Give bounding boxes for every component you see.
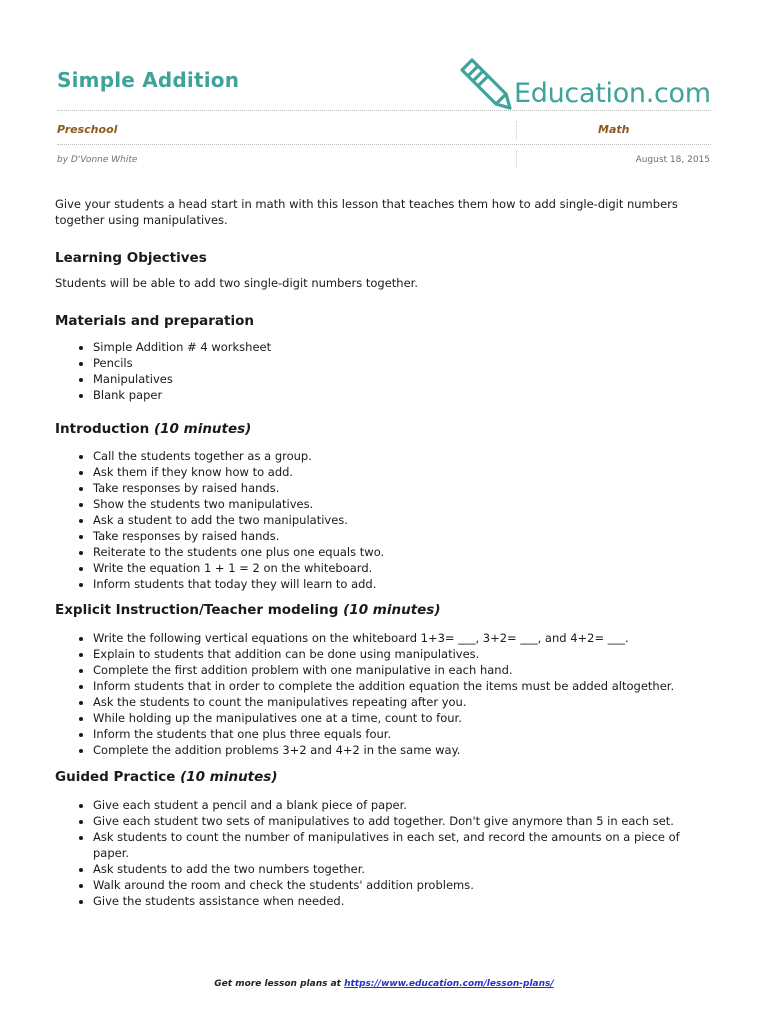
date-label: August 18, 2015 [635,155,710,165]
list-item: • Explain to students that addition can be done using manipulatives. [93,646,715,662]
instruction-list [55,630,715,758]
subject-label: Math [598,123,630,136]
pencil-logo-icon [456,56,512,112]
list-item: • Ask students to count the number of manipulatives in each set, and record the amounts on a piece of paper. [93,829,715,861]
list-item: • Walk around the room and check the students' addition problems. [93,877,715,893]
page-title: Simple Addition [57,68,240,92]
section-heading: Materials and preparation [55,313,254,329]
divider [57,144,711,145]
section-heading: Explicit Instruction/Teacher modeling (10 minutes) [55,602,441,618]
list-item: • Reiterate to the students one plus one equals two. [93,544,715,560]
list-item: • Inform students that today they will learn to add. [93,576,715,592]
list-item: • Write the following vertical equations on the whiteboard 1+3= ___, 3+2= ___, and 4+2= ___. [93,630,715,646]
objective-paragraph: Students will be able to add two single-digit numbers together. [55,276,418,290]
list-item: • While holding up the manipulatives one at a time, count to four. [93,710,715,726]
footer [0,979,768,989]
author-label: by D'Vonne White [57,155,138,165]
list-item: • Give each student a pencil and a blank piece of paper. [93,797,715,813]
guided-practice-list [55,797,715,909]
list-item: • Simple Addition # 4 worksheet [93,339,715,355]
section-heading: Learning Objectives [55,250,207,266]
list-item: • Ask them if they know how to add. [93,464,715,480]
section-heading: Introduction (10 minutes) [55,421,252,437]
list-item: • Take responses by raised hands. [93,528,715,544]
lesson-content [55,196,715,909]
list-item: • Complete the addition problems 3+2 and 4+2 in the same way. [93,742,715,758]
list-item: • Pencils [93,355,715,371]
list-item: • Ask a student to add the two manipulatives. [93,512,715,528]
intro-paragraph: Give your students a head start in math with this lesson that teaches them how to add single-digit numbers together using manipulatives. [55,197,678,227]
duration-label: (10 minutes) [153,421,252,437]
list-item: • Inform the students that one plus three equals four. [93,726,715,742]
divider [516,121,517,139]
list-item: • Blank paper [93,387,715,403]
duration-label: (10 minutes) [180,769,278,785]
list-item: • Give each student two sets of manipulatives to add together. Don't give anymore than 5 in each set. [93,813,715,829]
footer-text: Get more lesson plans at [214,979,345,989]
education-logo[interactable] [456,56,716,112]
lesson-plans-link[interactable]: https://www.education.com/lesson-plans/ [344,979,554,989]
list-item: • Take responses by raised hands. [93,480,715,496]
list-item: • Show the students two manipulatives. [93,496,715,512]
introduction-list [55,448,715,592]
divider [516,151,517,167]
list-item: • Inform students that in order to complete the addition equation the items must be added altogether. [93,678,715,694]
list-item: • Write the equation 1 + 1 = 2 on the whiteboard. [93,560,715,576]
materials-list [55,339,715,403]
list-item: • Manipulatives [93,371,715,387]
section-heading: Guided Practice (10 minutes) [55,769,278,785]
list-item: • Call the students together as a group. [93,448,715,464]
list-item: • Complete the first addition problem with one manipulative in each hand. [93,662,715,678]
list-item: • Ask the students to count the manipulatives repeating after you. [93,694,715,710]
divider [57,110,711,111]
duration-label: (10 minutes) [343,602,441,618]
grade-label: Preschool [57,123,118,136]
list-item: • Ask students to add the two numbers together. [93,861,715,877]
logo-wordmark: Education.com [514,78,711,109]
list-item: • Give the students assistance when needed. [93,893,715,909]
